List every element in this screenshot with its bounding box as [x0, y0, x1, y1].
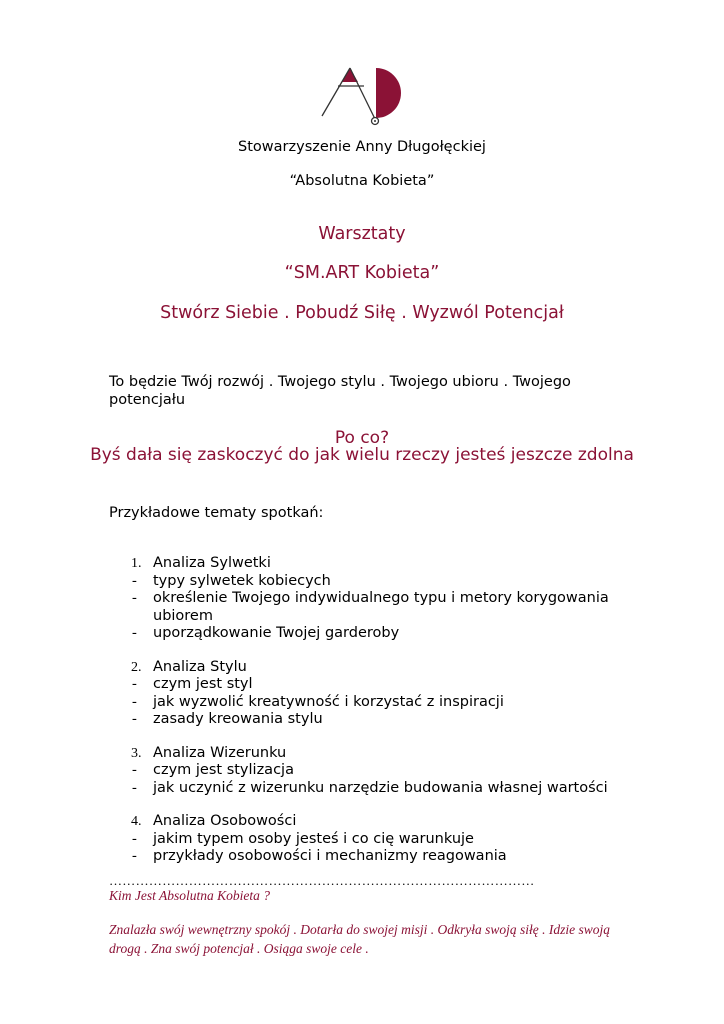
- topic-number: 1.: [131, 556, 142, 571]
- topics-list: [109, 555, 629, 882]
- dash-marker: -: [132, 625, 137, 641]
- organization-name: Stowarzyszenie Anny Długołęckiej: [238, 139, 486, 155]
- organization-motto: “Absolutna Kobieta”: [289, 173, 435, 189]
- dotted-separator: ……………………………………………………………………………………: [109, 873, 535, 888]
- topic-number: 3.: [131, 745, 142, 761]
- footer-text: Znalazła swój wewnętrzny spokój . Dotarła do swojej misji . Odkryła swoją siłę . Idzie swoją drogą . Zna swój potencjał . Osiąga swoje cele .: [109, 922, 611, 956]
- dash-marker: -: [132, 779, 137, 796]
- dash-marker: -: [132, 711, 137, 727]
- dash-marker: -: [132, 676, 137, 692]
- topic-block: [109, 813, 629, 866]
- heading-tagline: Stwórz Siebie . Pobudź Siłę . Wyzwól Potencjał: [160, 303, 564, 323]
- topic-item: jak wyzwolić kreatywność i korzystać z inspiracji: [153, 693, 504, 710]
- dash-marker: -: [132, 762, 137, 778]
- heading-workshop-name: “SM.ART Kobieta”: [284, 263, 440, 283]
- topic-item: zasady kreowania stylu: [153, 711, 323, 727]
- topic-title: Analiza Wizerunku: [153, 744, 287, 761]
- topic-item: uporządkowanie Twojej garderoby: [153, 625, 400, 641]
- intro-paragraph: To będzie Twój rozwój . Twojego stylu . Twojego ubioru . Twojego potencjału: [109, 374, 571, 408]
- dash-marker: -: [132, 693, 137, 710]
- topic-item: określenie Twojego indywidualnego typu i metory korygowania ubiorem: [153, 590, 609, 624]
- topic-number: 2.: [131, 659, 142, 675]
- topic-title: Analiza Sylwetki: [153, 555, 271, 571]
- topic-item: jak uczynić z wizerunku narzędzie budowania własnej wartości: [153, 779, 608, 796]
- topic-item: czym jest stylizacja: [153, 762, 294, 778]
- topics-title: Przykładowe tematy spotkań:: [109, 505, 324, 521]
- topic-block: [109, 745, 629, 798]
- topic-item: jakim typem osoby jesteś i co cię warunkuje: [153, 830, 474, 847]
- topic-title: Analiza Stylu: [153, 658, 247, 675]
- footer-question: Kim Jest Absolutna Kobieta ?: [109, 888, 270, 903]
- organization-logo: [318, 64, 408, 128]
- topic-title: Analiza Osobowości: [153, 813, 297, 829]
- topic-item: czym jest styl: [153, 676, 253, 692]
- topic-item: przykłady osobowości i mechanizmy reagowania: [153, 848, 507, 864]
- topic-item: typy sylwetek kobiecych: [153, 572, 331, 589]
- topic-block: [109, 659, 629, 729]
- dash-marker: -: [132, 572, 137, 589]
- why-question: Po co?: [334, 428, 390, 448]
- topic-block: [109, 555, 629, 643]
- dash-marker: -: [132, 590, 137, 606]
- topic-number: 4.: [131, 814, 142, 829]
- why-answer: Byś dała się zaskoczyć do jak wielu rzeczy jesteś jeszcze zdolna: [90, 445, 634, 465]
- heading-workshops: Warsztaty: [318, 224, 406, 244]
- dash-marker: -: [132, 830, 137, 847]
- dash-marker: -: [132, 848, 137, 864]
